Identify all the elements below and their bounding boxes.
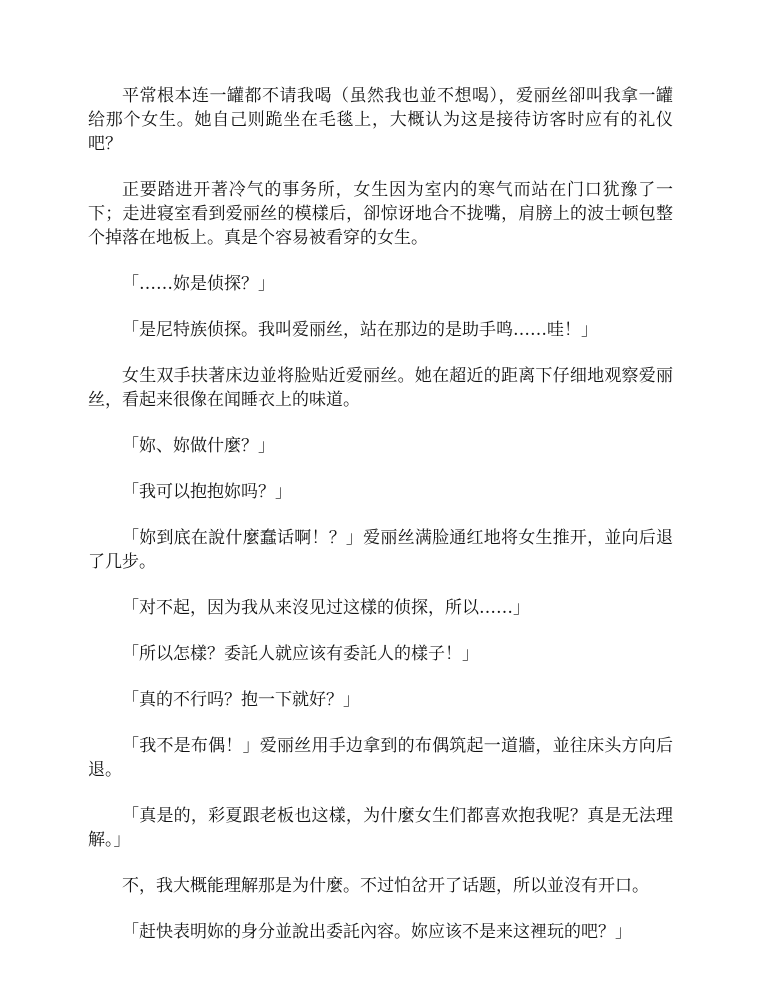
paragraph-4: 「是尼特族侦探。我叫爱丽丝，站在那边的是助手鸣……哇！」 (122, 320, 598, 340)
paragraph-12: 「我不是布偶！」爱丽丝用手边拿到的布偶筑起一道牆，並往床头方向后退。 (88, 736, 673, 780)
paragraph-10: 「所以怎樣？委託人就应该有委託人的樣子！」 (122, 644, 479, 664)
paragraph-9: 「对不起，因为我从来沒见过这樣的侦探，所以……」 (122, 598, 530, 618)
paragraph-11: 「真的不行吗？抱一下就好？」 (122, 690, 360, 710)
paragraph-14: 不，我大概能理解那是为什麼。不过怕岔开了话题，所以並沒有开口。 (122, 876, 649, 896)
paragraph-3: 「……妳是侦探？」 (122, 274, 275, 294)
paragraph-1: 平常根本连一罐都不请我喝（虽然我也並不想喝），爱丽丝卻叫我拿一罐给那个女生。她自己则跪坐在毛毯上，大概认为这是接待访客时应有的礼仪吧？ (88, 86, 673, 154)
paragraph-8: 「妳到底在說什麼蠢话啊！？」爱丽丝满脸通红地将女生推开，並向后退了几步。 (88, 528, 673, 572)
paragraph-7: 「我可以抱抱妳吗？」 (122, 482, 292, 502)
paragraph-2: 正要踏进开著冷气的事务所，女生因为室内的寒气而站在门口犹豫了一下；走进寝室看到爱丽丝的模樣后，卻惊讶地合不拢嘴，肩膀上的波士顿包整个掉落在地板上。真是个容易被看穿的女生。 (88, 180, 673, 248)
paragraph-5: 女生双手扶著床边並将脸贴近爱丽丝。她在超近的距离下仔细地观察爱丽丝，看起来很像在闻睡衣上的味道。 (88, 366, 673, 410)
paragraph-13: 「真是的，彩夏跟老板也这樣，为什麼女生们都喜欢抱我呢？真是无法理解。」 (88, 806, 673, 850)
paragraph-6: 「妳、妳做什麼？」 (122, 436, 275, 456)
paragraph-15: 「赶快表明妳的身分並說出委託內容。妳应该不是来这裡玩的吧？」 (122, 922, 632, 942)
